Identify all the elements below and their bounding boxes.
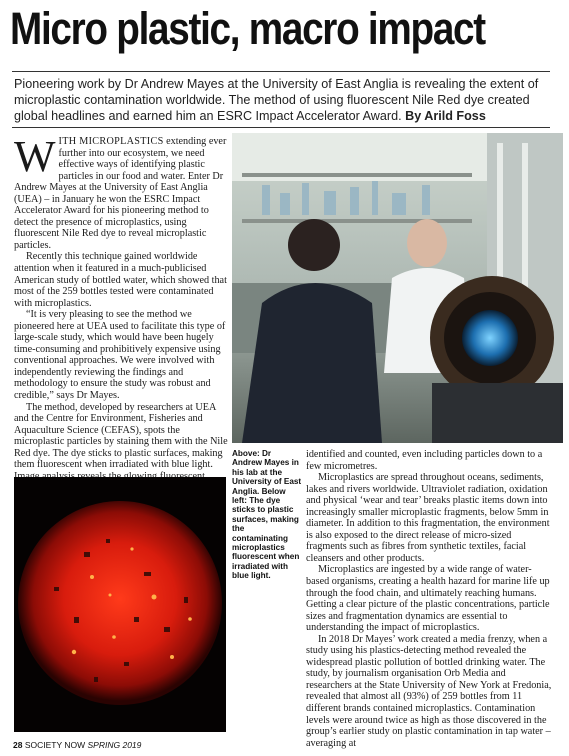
issue-label: SPRING 2019	[87, 740, 142, 750]
magazine-name: SOCIETY NOW	[24, 740, 86, 750]
paragraph-8: In 2018 Dr Mayes’ work created a media frenzy, when a study using his plastics-detecting method revealed the widespread plastic pollution of bottled drinking water. The study, by journalism organisation Orb Media and researchers at the State University of New York at Fredonia, revealed that almost all (93%) of 259 bottles from 11 different brands contained microplastics. Contamination levels were around twice as high as those discovered in the group’s earlier study on plastic contamination in tap water – averaging at	[306, 633, 552, 749]
paragraph-5: identified and counted, even including particles down to a few micrometres.	[306, 449, 543, 472]
lab-photo	[232, 133, 563, 443]
page-footer	[13, 740, 141, 750]
paragraph-7: Microplastics are ingested by a wide range of water-based organisms, creating a health hazard for marine life up through the food chain, and ultimately reaching humans. Getting a clear picture of the plastic concentrations, particle sizes and fragmentation dynamics are essential to understanding the impact of microplastics.	[306, 564, 550, 634]
paragraph-3: “It is very pleasing to see the method we pioneered here at UEA used to facilitate this type of large-scale study, which would have been hugely time-consuming and prohibitively expensive using conventional approaches. We were involved with independently reviewing the findings and methodology to ensure the study was robust and credible,” says Dr Mayes.	[14, 309, 226, 402]
headline: Micro plastic, macro impact	[10, 3, 485, 54]
article-column-left	[14, 132, 228, 471]
fluorescence-photo	[14, 477, 226, 732]
page-number: 28	[13, 740, 23, 750]
drop-cap: W	[14, 132, 56, 181]
paragraph-2: Recently this technique gained worldwide attention when it featured in a much-publicised American study of bottled water, which showed that most of the 259 bottles tested were contaminated with microplastics.	[14, 251, 227, 309]
article-column-right	[306, 449, 552, 749]
standfirst-rule	[12, 127, 550, 128]
byline: By Arild Foss	[405, 109, 486, 123]
standfirst	[14, 76, 554, 124]
paragraph-6: Microplastics are spread throughout oceans, sediments, lakes and rivers worldwide. Ultraviolet radiation, oxidation and physical ‘wear and tear’ breaks plastic items down into increasingly smaller microplastic fragments, below 5mm in diameter. In addition to this fragmentation, the environment is also exposed to the direct release of micro-sized fragments such as fibres from synthetic textiles, facial cleansers and other products.	[306, 472, 550, 564]
paragraph-1: extending ever further into our ecosystem, we need effective ways of identifying plastic particles in our food and water. Enter Dr Andrew Mayes at the University of East Anglia (UEA) – in January he won the ESRC Impact Accelerator Award for his pioneering method to detect the presence of microplastics, using fluorescent Nile Red dye to reveal microplastic particles.	[14, 136, 227, 251]
lead-in: ITH MICROPLASTICS	[58, 136, 164, 147]
standfirst-text: Pioneering work by Dr Andrew Mayes at the University of East Anglia is revealing the extent of microplastic contamination worldwide. The method of using fluorescent Nile Red dye created global headlines and earned him an ESRC Impact Accelerator Award.	[14, 77, 539, 123]
photo-caption: Above: Dr Andrew Mayes in his lab at the University of East Anglia. Below left: The dye sticks to plastic surfaces, making the contaminating microplastics fluorescent when irradiated with blue light.	[232, 449, 302, 581]
paragraph-4: The method, developed by researchers at UEA and the Centre for Environment, Fisheries and Aquaculture Science (CEFAS), spots the microplastic particles by staining them with the Nile Red dye. The dye sticks to plastic surfaces, making them fluorescent when irradiated with blue light.	[14, 401, 228, 471]
headline-rule	[12, 71, 550, 72]
